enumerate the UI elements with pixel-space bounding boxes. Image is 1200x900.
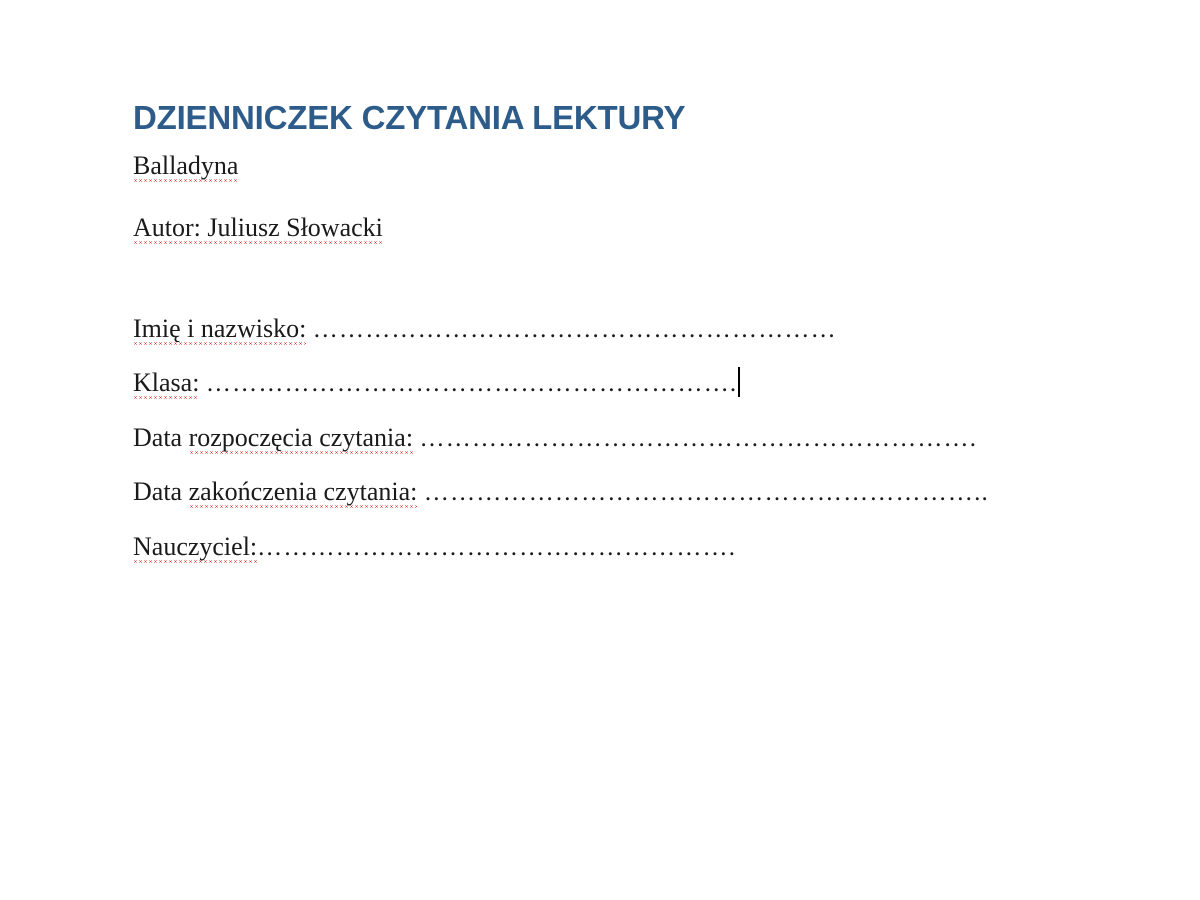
author-text: Autor: Juliusz Słowacki [133,213,383,243]
field-class-label: Klasa: [133,368,200,398]
author-line [133,212,1093,245]
field-end-date-label: zakończenia czytania: [188,477,418,507]
field-start-date-dots[interactable]: ………………………………………………………. [419,424,978,452]
field-teacher-row [133,531,1093,564]
field-name-dots[interactable]: …………………………………………………… [312,315,837,343]
field-start-date-label-prefix: Data [133,422,189,452]
field-end-date-row [133,476,1093,509]
field-teacher-label: Nauczyciel: [133,531,258,561]
field-name-row [133,313,1093,346]
document-body [133,98,1093,585]
field-end-date-label-prefix: Data [133,477,189,507]
book-title-text: Balladyna [133,150,239,180]
field-start-date-label: rozpoczęcia czytania: [188,422,414,452]
book-title-line [133,150,1093,183]
field-teacher-dots[interactable]: ………………………………………………. [257,533,737,561]
field-name-label: Imię i nazwisko: [133,313,307,343]
field-start-date-row [133,422,1093,455]
field-class-dots[interactable]: ……………………………………………………. [205,370,738,398]
text-caret [738,367,740,397]
page-title: DZIENNICZEK CZYTANIA LEKTURY [133,99,686,136]
field-end-date-dots[interactable]: ……………………………………………………….. [423,479,989,507]
field-class-row [133,367,1093,400]
